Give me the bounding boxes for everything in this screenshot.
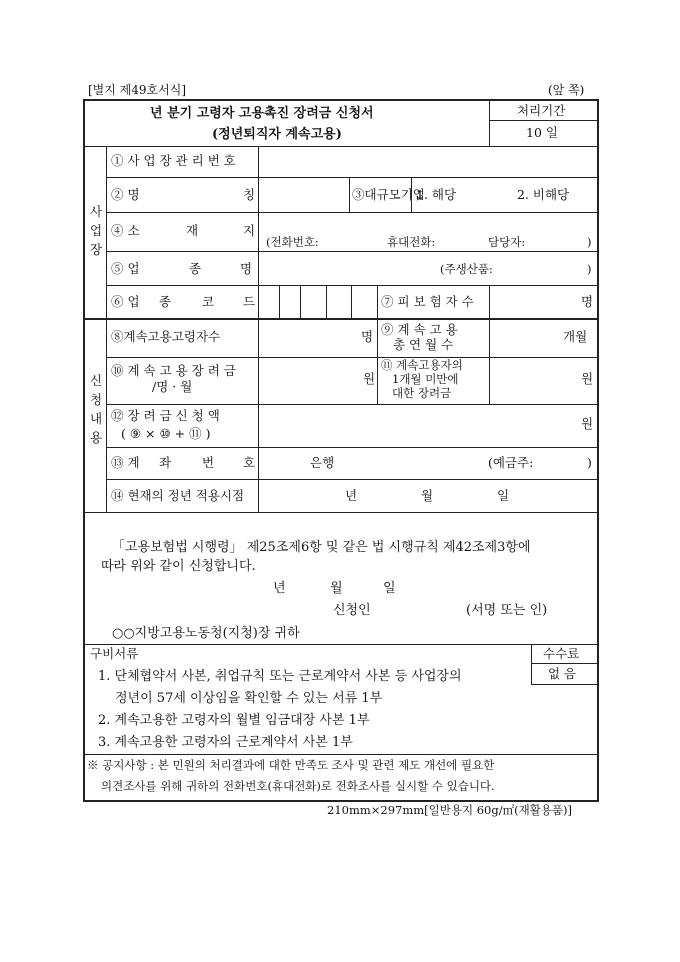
form-title: 년 분기 고령자 고용촉진 장려금 신청서 xyxy=(150,106,374,121)
insured-count-unit: 명 xyxy=(581,294,594,309)
large-company-option-yes[interactable]: 1. 해당 xyxy=(416,187,457,202)
paper-spec: 210mm×297mm[일반용지 60g/㎡(재활용품)] xyxy=(327,803,572,817)
processing-period-value: 10 일 xyxy=(526,125,558,140)
retirement-month-label: 월 xyxy=(421,488,434,503)
address-close-paren: ) xyxy=(587,235,592,249)
insured-count-label: ⑦ 피 보 험 자 수 xyxy=(381,294,474,309)
document-item-1-cont: 정년이 57세 이상임을 확인할 수 있는 서류 1부 xyxy=(115,691,383,706)
declaration-line-1: 「고용보험법 시행령」 제25조제6항 및 같은 법 시행규칙 제42조제3항에 xyxy=(112,540,531,555)
business-section-char-1: 사 xyxy=(90,204,103,219)
business-name-field[interactable] xyxy=(260,179,348,211)
addressee: ○○지방고용노동청(지청)장 귀하 xyxy=(112,626,300,641)
industry-label-end: 명 xyxy=(240,261,253,276)
industry-close-paren: ) xyxy=(587,262,592,276)
claim-amount-unit: 원 xyxy=(581,416,594,431)
business-name-label-end: 칭 xyxy=(243,187,256,202)
account-no-label-mid2: 번 xyxy=(202,455,215,470)
retirement-day-label: 일 xyxy=(497,488,510,503)
total-months-field[interactable] xyxy=(491,320,561,356)
address-label-mid: 재 xyxy=(186,223,199,238)
documents-title: 구비서류 xyxy=(90,646,139,661)
large-company-option-no[interactable]: 2. 비해당 xyxy=(517,187,570,202)
bank-label: 은행 xyxy=(310,455,335,470)
account-no-label-mid: 좌 xyxy=(159,455,172,470)
retirement-age-date-label: ⑭ 현재의 정년 적용시점 xyxy=(111,488,245,503)
business-mgmt-no-field[interactable] xyxy=(260,148,596,176)
total-months-label-2: 총 연 월 수 xyxy=(393,337,454,352)
total-months-unit: 개월 xyxy=(563,329,588,344)
insured-count-field[interactable] xyxy=(491,287,595,316)
partial-month-label-1: ⑪ 계속고용자의 xyxy=(381,358,463,372)
total-months-label-1: ⑨ 계 속 고 용 xyxy=(381,322,458,337)
declaration-year: 년 xyxy=(273,581,286,596)
claim-amount-label-2: ( ⑨ × ⑩ + ⑪ ) xyxy=(121,426,211,441)
continued-employees-label: ⑧계속고용고령자수 xyxy=(111,329,221,344)
continued-employees-field[interactable] xyxy=(260,320,364,356)
address-label-end: 지 xyxy=(243,223,256,238)
fee-label: 수수료 xyxy=(543,646,580,661)
business-section-char-2: 업 xyxy=(90,223,103,238)
document-item-3: 3. 계속고용한 고령자의 근로계약서 사본 1부 xyxy=(98,735,353,750)
mobile-label: 휴대전화: xyxy=(387,235,436,249)
claim-amount-field[interactable] xyxy=(260,406,578,446)
industry-field[interactable] xyxy=(260,253,436,283)
industry-code-boxes[interactable] xyxy=(260,287,376,316)
business-name-label: ② 명 xyxy=(111,187,140,202)
application-section-char-1: 신 xyxy=(90,373,103,388)
account-no-label: ⑬ 계 xyxy=(111,455,140,470)
fee-value: 없 음 xyxy=(548,666,577,681)
address-label: ④ 소 xyxy=(111,223,140,238)
declaration-day: 일 xyxy=(383,581,396,596)
monthly-subsidy-label-2: /명 · 월 xyxy=(152,379,193,394)
business-mgmt-no-label: ① 사 업 장 관 리 번 호 xyxy=(111,153,236,168)
partial-month-label-2: 1개월 미만에 xyxy=(392,372,459,386)
signature-label: (서명 또는 인) xyxy=(466,603,548,618)
processing-period-label: 처리기간 xyxy=(517,103,566,118)
notice-line-1: ※ 공지사항 : 본 민원의 처리결과에 대한 만족도 조사 및 관련 제도 개선에 필요한 xyxy=(87,758,495,772)
monthly-subsidy-field[interactable] xyxy=(260,359,362,403)
manager-label: 담당자: xyxy=(488,235,526,249)
document-item-2: 2. 계속고용한 고령자의 월별 임금대장 사본 1부 xyxy=(98,713,370,728)
document-item-1: 1. 단체협약서 사본, 취업규칙 또는 근로계약서 사본 등 사업장의 xyxy=(98,669,462,684)
notice-line-2: 의견조사를 위해 귀하의 전화번호(휴대전화)로 전화조사를 실시할 수 있습니다. xyxy=(101,779,495,793)
retirement-date-field[interactable] xyxy=(260,481,596,511)
large-company-label: ③대규모기업 xyxy=(352,187,425,202)
partial-month-label-3: 대한 장려금 xyxy=(392,386,452,400)
application-section-char-4: 용 xyxy=(90,430,103,445)
business-section-char-3: 장 xyxy=(90,242,103,257)
application-section-char-2: 청 xyxy=(90,392,103,407)
retirement-year-label: 년 xyxy=(345,488,358,503)
monthly-subsidy-unit: 원 xyxy=(363,371,376,386)
industry-code-label: ⑥ 업 xyxy=(111,294,140,309)
industry-code-label-mid1: 종 xyxy=(159,294,172,309)
industry-code-label-end: 드 xyxy=(243,294,256,309)
account-holder-label: (예금주: xyxy=(488,455,534,470)
address-field[interactable] xyxy=(260,214,596,232)
partial-month-field[interactable] xyxy=(491,359,577,403)
application-section-char-3: 내 xyxy=(90,411,103,426)
main-product-label: (주생산품: xyxy=(440,262,493,276)
applicant-label: 신청인 xyxy=(333,603,371,618)
phone-label: (전화번호: xyxy=(266,235,319,249)
industry-code-label-mid2: 코 xyxy=(202,294,215,309)
declaration-line-2: 따라 위와 같이 신청합니다. xyxy=(101,559,256,574)
account-no-label-end: 호 xyxy=(243,455,256,470)
account-no-field[interactable] xyxy=(260,449,480,478)
page-side-label: (앞 쪽) xyxy=(548,83,585,97)
continued-employees-unit: 명 xyxy=(361,329,374,344)
claim-amount-label-1: ⑫ 장 려 금 신 청 액 xyxy=(111,408,220,423)
form-subtitle: (정년퇴직자 계속고용) xyxy=(212,127,342,142)
partial-month-unit: 원 xyxy=(581,371,594,386)
declaration-month: 월 xyxy=(330,581,343,596)
monthly-subsidy-label-1: ⑩ 계 속 고 용 장 려 금 xyxy=(111,363,236,378)
form-number: [별지 제49호서식] xyxy=(88,83,186,97)
applicant-field[interactable] xyxy=(378,600,458,620)
industry-label: ⑤ 업 xyxy=(111,261,140,276)
industry-label-mid: 종 xyxy=(189,261,202,276)
account-close-paren: ) xyxy=(587,455,592,470)
